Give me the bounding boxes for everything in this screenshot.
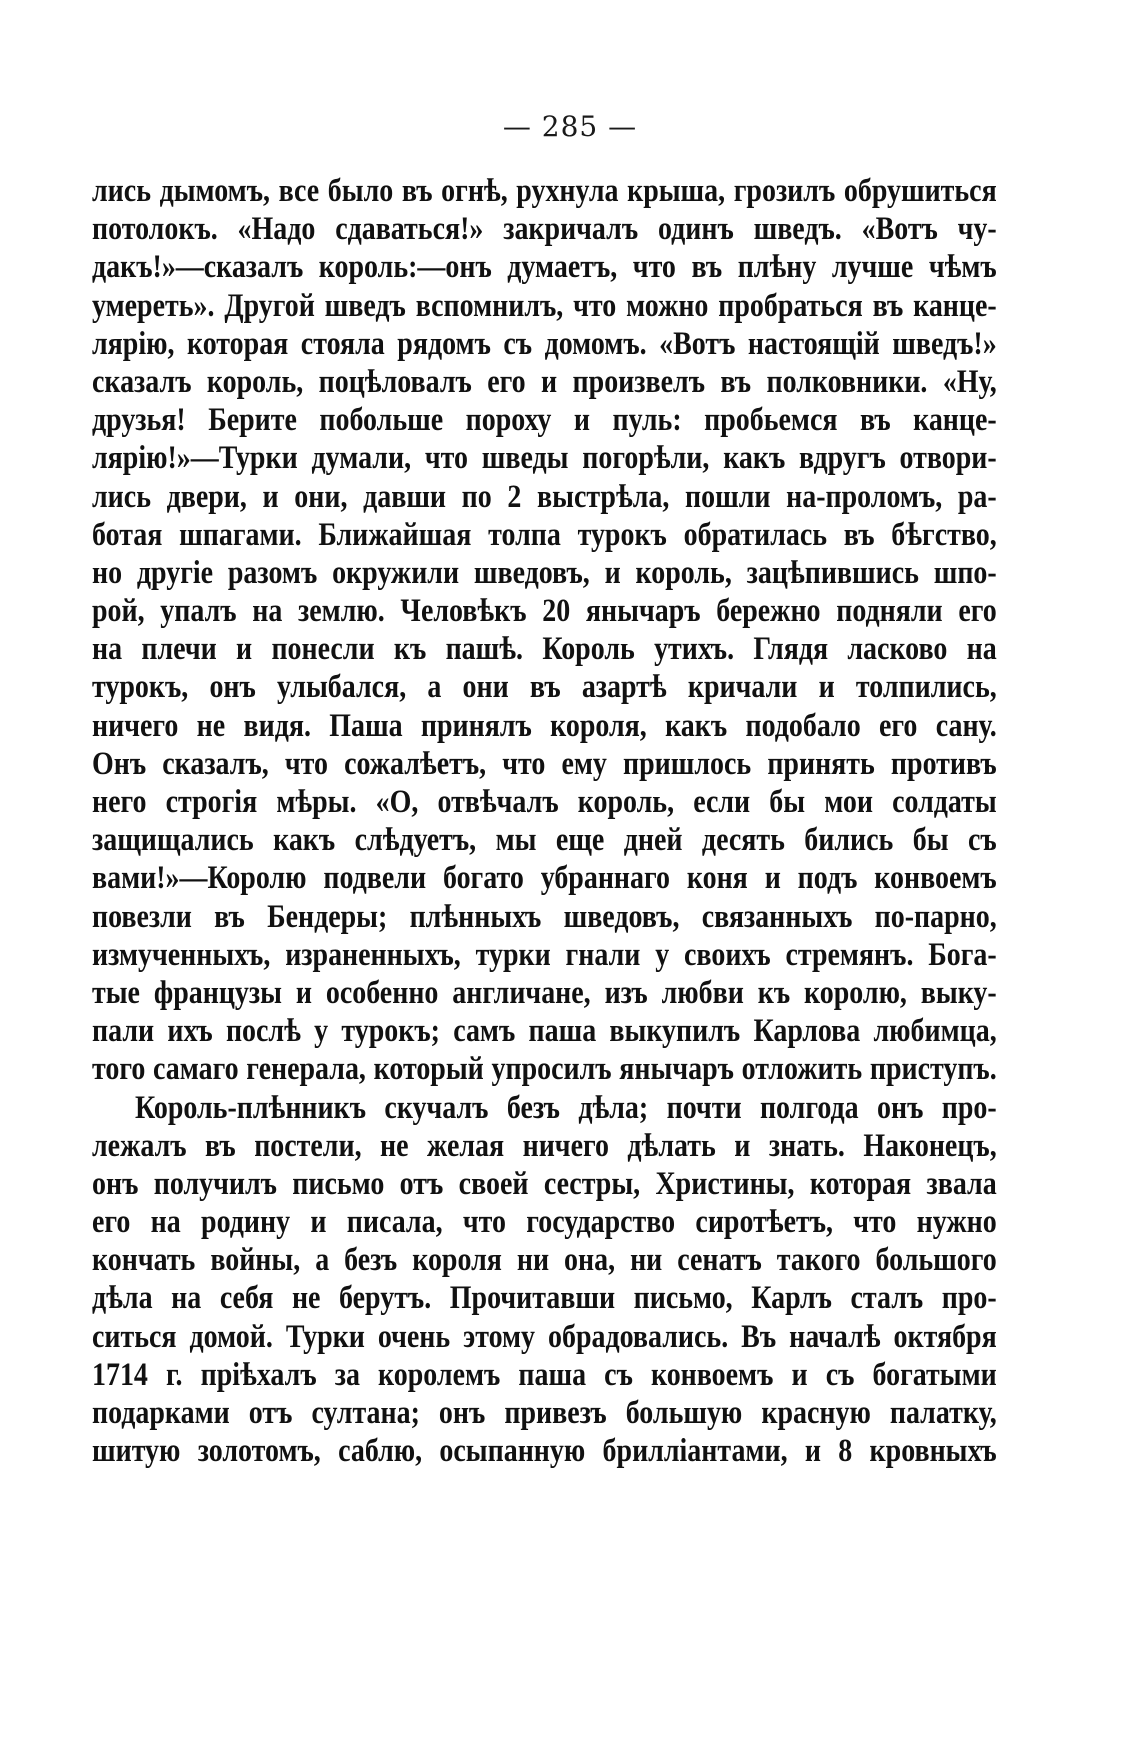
text-line: пали ихъ послѣ у турокъ; самъ паша выкупилъ Карлова любимца, bbox=[92, 1013, 997, 1050]
text-line: измученныхъ, израненныхъ, турки гнали у своихъ стремянъ. Бога- bbox=[92, 936, 997, 973]
text-line: ситься домой. Турки очень этому обрадовались. Въ началѣ октября bbox=[92, 1318, 997, 1355]
text-line: друзья! Берите побольше пороху и пуль: пробьемся въ канце- bbox=[92, 402, 997, 439]
text-line: лежалъ въ постели, не желая ничего дѣлать и знать. Наконецъ, bbox=[92, 1127, 997, 1164]
text-line: ботая шпагами. Ближайшая толпа турокъ обратилась въ бѣгство, bbox=[92, 516, 997, 553]
text-line: турокъ, онъ улыбался, а они въ азартѣ кричали и толпились, bbox=[92, 669, 997, 706]
text-line: лярію, которая стояла рядомъ съ домомъ. «Вотъ настоящій шведъ!» bbox=[92, 325, 997, 362]
text-line: лярію!»—Турки думали, что шведы погорѣли, какъ вдругъ отвори- bbox=[92, 440, 997, 477]
text-line: него строгія мѣры. «О, отвѣчалъ король, если бы мои солдаты bbox=[92, 784, 997, 820]
text-line: рой, упалъ на землю. Человѣкъ 20 янычаръ бережно подняли его bbox=[92, 593, 997, 630]
text-line: дѣла на себя не берутъ. Прочитавши письмо, Карлъ сталъ про- bbox=[92, 1280, 997, 1317]
text-line: того самаго генерала, который упросилъ янычаръ отложить приступъ. bbox=[92, 1051, 997, 1088]
text-line: лись двери, и они, давши по 2 выстрѣла, пошли на-проломъ, ра- bbox=[92, 478, 997, 515]
text-line: на плечи и понесли къ пашѣ. Король утихъ. Глядя ласково на bbox=[92, 631, 997, 668]
text-line: подарками отъ султана; онъ привезъ большую красную палатку, bbox=[92, 1395, 997, 1431]
page-number: — 285 — bbox=[502, 110, 638, 143]
text-line: повезли въ Бендеры; плѣнныхъ шведовъ, связанныхъ по-парно, bbox=[92, 898, 997, 935]
text-line: дакъ!»—сказалъ король:—онъ думаетъ, что въ плѣну лучше чѣмъ bbox=[92, 249, 997, 286]
text-line: Король-плѣнникъ скучалъ безъ дѣла; почти полгода онъ про- bbox=[135, 1089, 997, 1126]
text-line: кончать войны, а безъ короля ни она, ни сенатъ такого большого bbox=[92, 1242, 997, 1279]
text-line: защищались какъ слѣдуетъ, мы еще дней десять бились бы съ bbox=[92, 822, 997, 859]
text-line: но другіе разомъ окружили шведовъ, и король, зацѣпившись шпо- bbox=[92, 554, 997, 591]
text-line: сказалъ король, поцѣловалъ его и произвелъ въ полковники. «Ну, bbox=[92, 363, 997, 400]
text-line: потолокъ. «Надо сдаваться!» закричалъ одинъ шведъ. «Вотъ чу- bbox=[92, 211, 997, 248]
text-line: его на родину и писала, что государство сиротѣетъ, что нужно bbox=[92, 1204, 997, 1241]
text-line: шитую золотомъ, саблю, осыпанную бриллiантами, и 8 кровныхъ bbox=[92, 1433, 997, 1470]
text-line: тые французы и особенно англичане, изъ любви къ королю, выку- bbox=[92, 974, 997, 1011]
text-line: ничего не видя. Паша принялъ короля, какъ подобало его сану. bbox=[92, 707, 997, 744]
text-line: Онъ сказалъ, что сожалѣетъ, что ему пришлось принять противъ bbox=[92, 745, 997, 782]
text-line: лись дымомъ, все было въ огнѣ, рухнула крыша, грозилъ обрушиться bbox=[92, 173, 997, 209]
text-line: умереть». Другой шведъ вспомнилъ, что можно пробраться въ канце- bbox=[92, 287, 997, 324]
text-line: вами!»—Королю подвели богато убраннаго коня и подъ конвоемъ bbox=[92, 860, 997, 897]
body-text bbox=[92, 172, 997, 1470]
text-line: 1714 г. пріѣхалъ за королемъ паша съ конвоемъ и съ богатыми bbox=[92, 1356, 997, 1393]
text-line: онъ получилъ письмо отъ своей сестры, Христины, которая звала bbox=[92, 1165, 997, 1202]
